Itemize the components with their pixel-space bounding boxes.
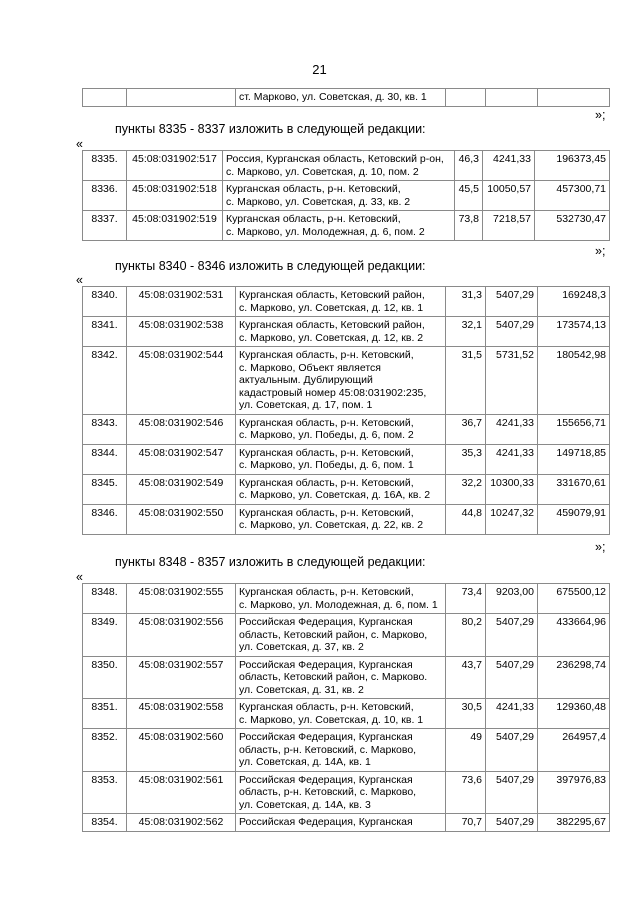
value-cell: 264957,4 xyxy=(538,729,610,772)
section-intro: пункты 8335 - 8337 изложить в следующей редакции: xyxy=(115,122,426,136)
address-line: Российская Федерация, Курганская xyxy=(239,773,413,786)
address-cell xyxy=(236,317,446,347)
address-line: Курганская область, р-н. Кетовский, xyxy=(239,701,414,713)
address-line: ул. Советская, д. 37, кв. 2 xyxy=(239,641,364,653)
value-cell: 459079,91 xyxy=(538,504,610,534)
address-cell xyxy=(223,211,455,241)
cadastral-cell: 45:08:031902:555 xyxy=(127,584,236,614)
address-line: Курганская область, р-н. Кетовский, xyxy=(239,506,414,519)
table-row xyxy=(83,504,610,534)
area-cell: 31,5 xyxy=(446,347,486,415)
value-cell: 129360,48 xyxy=(538,699,610,729)
table-row xyxy=(83,89,610,107)
area-cell: 73,4 xyxy=(446,584,486,614)
table-row xyxy=(83,151,610,181)
id-cell: 8348. xyxy=(83,584,127,614)
rate-cell: 5731,52 xyxy=(486,347,538,415)
rate-cell: 7218,57 xyxy=(483,211,535,241)
open-quote: « xyxy=(76,273,83,287)
rate-cell: 5407,29 xyxy=(486,614,538,657)
address-line: Курганская область, р-н. Кетовский, xyxy=(226,213,401,225)
address-line: с. Марково, ул. Молодежная, д. 6, пом. 1 xyxy=(239,598,438,611)
cadastral-cell: 45:08:031902:519 xyxy=(127,211,223,241)
area-cell: 30,5 xyxy=(446,699,486,729)
cadastral-cell: 45:08:031902:546 xyxy=(127,414,236,444)
cadastral-cell: 45:08:031902:550 xyxy=(127,504,236,534)
address-line: Курганская область, р-н. Кетовский, xyxy=(239,416,414,429)
value-cell: 196373,45 xyxy=(535,151,610,181)
id-cell: 8352. xyxy=(83,729,127,772)
value-cell: 173574,13 xyxy=(538,317,610,347)
area-cell: 32,1 xyxy=(446,317,486,347)
address-line: Курганская область, Кетовский район, xyxy=(239,289,425,301)
cadastral-cell: 45:08:031902:556 xyxy=(127,614,236,657)
address-line: с. Марково, ул. Победы, д. 6, пом. 1 xyxy=(239,459,414,471)
address-line: с. Марково, ул. Молодежная, д. 6, пом. 2 xyxy=(226,225,425,238)
rate-cell: 10247,32 xyxy=(486,504,538,534)
area-cell: 44,8 xyxy=(446,504,486,534)
address-line: Россия, Курганская область, Кетовский р-он, xyxy=(226,153,444,165)
id-cell: 8340. xyxy=(83,287,127,317)
cadastral-cell: 45:08:031902:558 xyxy=(127,699,236,729)
area-cell: 70,7 xyxy=(446,814,486,832)
area-cell: 31,3 xyxy=(446,287,486,317)
cadastral-cell: 45:08:031902:544 xyxy=(127,347,236,415)
address-cell xyxy=(236,287,446,317)
table-row xyxy=(83,584,610,614)
cadastral-cell: 45:08:031902:531 xyxy=(127,287,236,317)
cadastral-cell: 45:08:031902:560 xyxy=(127,729,236,772)
section-intro: пункты 8340 - 8346 изложить в следующей редакции: xyxy=(115,259,426,273)
address-line: ул. Советская, д. 14А, кв. 3 xyxy=(239,798,371,811)
address-cell xyxy=(223,181,455,211)
address-cell xyxy=(236,699,446,729)
table-row xyxy=(83,814,610,832)
rate-cell: 5407,29 xyxy=(486,771,538,814)
value-cell: 331670,61 xyxy=(538,474,610,504)
area-cell: 73,8 xyxy=(455,211,483,241)
address-line: ул. Советская, д. 31, кв. 2 xyxy=(239,683,364,696)
close-quote: »; xyxy=(595,244,606,258)
table-row xyxy=(83,444,610,474)
table-row xyxy=(83,347,610,415)
value-cell: 236298,74 xyxy=(538,656,610,699)
address-line: Российская Федерация, Курганская xyxy=(239,616,413,628)
table-row xyxy=(83,771,610,814)
address-line: кадастровый номер 45:08:031902:235, xyxy=(239,386,427,399)
value-cell: 382295,67 xyxy=(538,814,610,832)
rate-cell: 4241,33 xyxy=(486,414,538,444)
area-cell: 80,2 xyxy=(446,614,486,657)
value-cell: 675500,12 xyxy=(538,584,610,614)
rate-cell: 4241,33 xyxy=(483,151,535,181)
address-line: область, р-н. Кетовский, с. Марково, xyxy=(239,786,417,798)
table-row xyxy=(83,729,610,772)
close-quote: »; xyxy=(595,540,606,554)
address-cell xyxy=(236,347,446,415)
id-cell: 8353. xyxy=(83,771,127,814)
cadastral-cell: 45:08:031902:517 xyxy=(127,151,223,181)
area-cell: 35,3 xyxy=(446,444,486,474)
section-intro: пункты 8348 - 8357 изложить в следующей редакции: xyxy=(115,555,426,569)
close-quote: »; xyxy=(595,108,606,122)
address-line: область, Кетовский район, с. Марково. xyxy=(239,671,428,683)
address-line: с. Марково, Объект является xyxy=(239,361,381,374)
address-cell xyxy=(236,584,446,614)
address-line: с. Марково, ул. Победы, д. 6, пом. 2 xyxy=(239,429,414,441)
address-line: актуальным. Дублирующий xyxy=(239,374,373,386)
rate-cell: 5407,29 xyxy=(486,656,538,699)
rate-cell: 4241,33 xyxy=(486,699,538,729)
table-row xyxy=(83,699,610,729)
address-line: Курганская область, р-н. Кетовский, xyxy=(239,349,414,361)
table-row xyxy=(83,317,610,347)
address-line: Российская Федерация, Курганская xyxy=(239,816,413,828)
id-cell: 8354. xyxy=(83,814,127,832)
address-line: Российская Федерация, Курганская xyxy=(239,658,413,671)
address-line: Курганская область, Кетовский район, xyxy=(239,319,425,331)
id-cell: 8335. xyxy=(83,151,127,181)
cadastral-cell: 45:08:031902:538 xyxy=(127,317,236,347)
open-quote: « xyxy=(76,137,83,151)
page-number: 21 xyxy=(312,62,327,77)
address-line: Российская Федерация, Курганская xyxy=(239,731,413,743)
value-cell: 169248,3 xyxy=(538,287,610,317)
id-cell: 8343. xyxy=(83,414,127,444)
address-line: с. Марково, ул. Советская, д. 10, кв. 1 xyxy=(239,713,424,726)
rate-cell: 10050,57 xyxy=(483,181,535,211)
value-cell: 433664,96 xyxy=(538,614,610,657)
rate-cell: 5407,29 xyxy=(486,814,538,832)
cadastral-cell: 45:08:031902:549 xyxy=(127,474,236,504)
value-cell: 532730,47 xyxy=(535,211,610,241)
rate-cell: 9203,00 xyxy=(486,584,538,614)
table-row xyxy=(83,656,610,699)
address-line: с. Марково, ул. Советская, д. 33, кв. 2 xyxy=(226,195,411,208)
address-line: ул. Советская, д. 17, пом. 1 xyxy=(239,399,373,411)
cadastral-cell: 45:08:031902:562 xyxy=(127,814,236,832)
address-cell xyxy=(236,414,446,444)
cadastral-cell: 45:08:031902:557 xyxy=(127,656,236,699)
rate-cell: 4241,33 xyxy=(486,444,538,474)
id-cell: 8345. xyxy=(83,474,127,504)
rate-cell: 5407,29 xyxy=(486,287,538,317)
section-table-1 xyxy=(82,150,610,241)
address-cell xyxy=(236,444,446,474)
table-row xyxy=(83,287,610,317)
address-cell xyxy=(236,814,446,832)
address-line: область, р-н. Кетовский, с. Марково, xyxy=(239,743,417,756)
area-cell: 45,5 xyxy=(455,181,483,211)
section-table-3 xyxy=(82,583,610,832)
address-cell xyxy=(236,656,446,699)
id-cell: 8349. xyxy=(83,614,127,657)
id-cell: 8342. xyxy=(83,347,127,415)
address-cell xyxy=(236,729,446,772)
id-cell: 8346. xyxy=(83,504,127,534)
address-cell xyxy=(236,474,446,504)
id-cell: 8336. xyxy=(83,181,127,211)
table-row xyxy=(83,181,610,211)
rate-cell: 10300,33 xyxy=(486,474,538,504)
address-cell: ст. Марково, ул. Советская, д. 30, кв. 1 xyxy=(236,89,446,107)
id-cell: 8344. xyxy=(83,444,127,474)
area-cell: 36,7 xyxy=(446,414,486,444)
address-cell xyxy=(236,504,446,534)
value-cell: 457300,71 xyxy=(535,181,610,211)
cadastral-cell: 45:08:031902:561 xyxy=(127,771,236,814)
area-cell: 73,6 xyxy=(446,771,486,814)
value-cell: 397976,83 xyxy=(538,771,610,814)
open-quote: « xyxy=(76,570,83,584)
id-cell: 8351. xyxy=(83,699,127,729)
rate-cell: 5407,29 xyxy=(486,317,538,347)
address-line: ул. Советская, д. 14А, кв. 1 xyxy=(239,756,371,768)
address-line: с. Марково, ул. Советская, д. 16А, кв. 2 xyxy=(239,489,431,501)
value-cell: 180542,98 xyxy=(538,347,610,415)
cadastral-cell: 45:08:031902:518 xyxy=(127,181,223,211)
address-line: Курганская область, р-н. Кетовский, xyxy=(239,586,414,598)
address-line: с. Марково, ул. Советская, д. 12, кв. 1 xyxy=(239,301,424,314)
id-cell: 8341. xyxy=(83,317,127,347)
address-line: область, Кетовский район, с. Марково, xyxy=(239,628,428,641)
area-cell: 32,2 xyxy=(446,474,486,504)
table-row xyxy=(83,414,610,444)
cadastral-cell: 45:08:031902:547 xyxy=(127,444,236,474)
address-line: с. Марково, ул. Советская, д. 22, кв. 2 xyxy=(239,519,424,531)
address-cell xyxy=(236,614,446,657)
value-cell: 149718,85 xyxy=(538,444,610,474)
table-row xyxy=(83,614,610,657)
address-cell xyxy=(223,151,455,181)
table-row xyxy=(83,474,610,504)
address-line: с. Марково, ул. Советская, д. 12, кв. 2 xyxy=(239,331,424,344)
address-line: Курганская область, р-н. Кетовский, xyxy=(226,183,401,195)
address-line: с. Марково, ул. Советская, д. 10, пом. 2 xyxy=(226,165,419,178)
top-table xyxy=(82,88,610,107)
area-cell: 43,7 xyxy=(446,656,486,699)
id-cell: 8350. xyxy=(83,656,127,699)
section-table-2 xyxy=(82,286,610,535)
area-cell: 49 xyxy=(446,729,486,772)
value-cell: 155656,71 xyxy=(538,414,610,444)
address-cell xyxy=(236,771,446,814)
id-cell: 8337. xyxy=(83,211,127,241)
address-line: Курганская область, р-н. Кетовский, xyxy=(239,476,414,489)
table-row xyxy=(83,211,610,241)
rate-cell: 5407,29 xyxy=(486,729,538,772)
address-line: Курганская область, р-н. Кетовский, xyxy=(239,446,414,459)
area-cell: 46,3 xyxy=(455,151,483,181)
